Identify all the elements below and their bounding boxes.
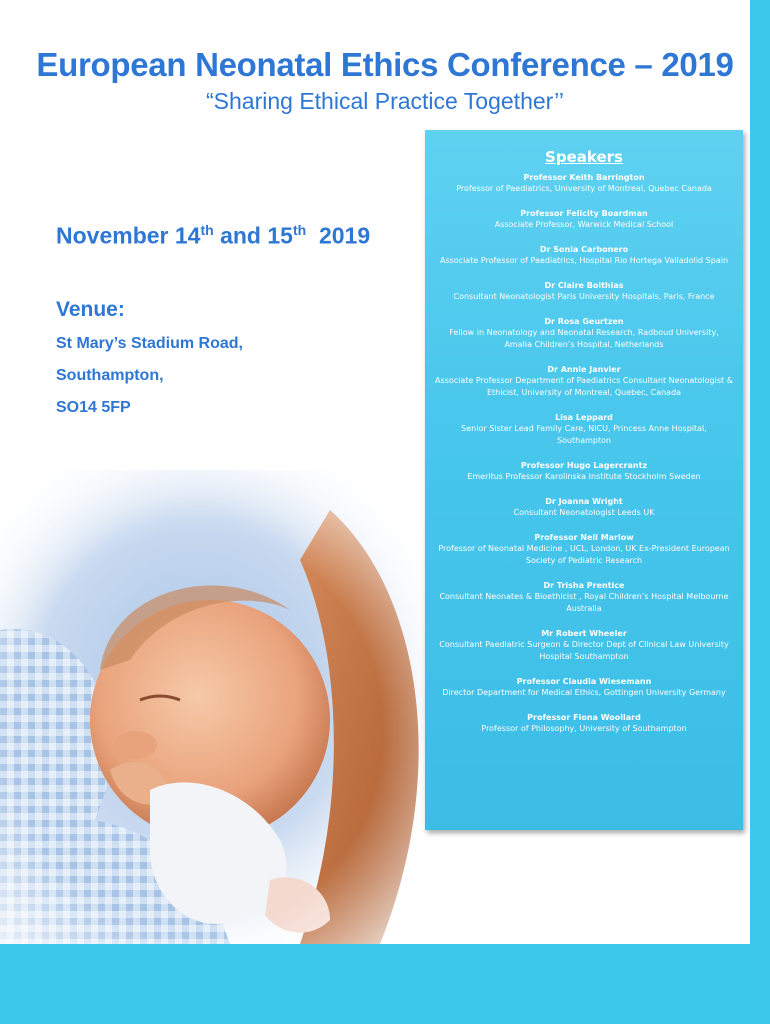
speaker-role: Consultant Neonates & Bioethicist , Royal Children’s Hospital Melbourne Australia <box>439 592 729 613</box>
speaker-role: Director Department for Medical Ethics, Gottingen University Germany <box>442 688 726 697</box>
speaker-role: Emeritus Professor Karolinska Institute Stockholm Sweden <box>467 472 701 481</box>
speaker-name: Professor Fiona Woollard <box>527 713 641 722</box>
speaker-entry <box>425 712 743 735</box>
conference-dates: November 14th and 15th 2019 <box>56 222 371 249</box>
venue-postcode: SO14 5FP <box>56 399 131 416</box>
speaker-list <box>425 172 743 735</box>
speaker-name: Dr Claire Boithias <box>544 281 624 290</box>
speaker-entry <box>425 532 743 567</box>
speaker-entry <box>425 316 743 351</box>
speaker-role: Consultant Paediatric Surgeon & Director Dept of Clinical Law University Hospital Southampton <box>439 640 729 661</box>
venue-address-line-2: Southampton, <box>56 367 164 384</box>
venue-address-line-1: St Mary’s Stadium Road, <box>56 335 243 352</box>
venue-heading: Venue: <box>56 298 125 321</box>
speaker-entry <box>425 412 743 447</box>
speaker-entry <box>425 280 743 303</box>
speakers-heading: Speakers <box>545 148 623 166</box>
speaker-entry <box>425 580 743 615</box>
speaker-name: Dr Rosa Geurtzen <box>544 317 624 326</box>
speaker-entry <box>425 364 743 399</box>
speaker-entry <box>425 460 743 483</box>
speaker-role: Professor of Philosophy, University of Southampton <box>481 724 687 733</box>
speaker-role: Fellow in Neonatology and Neonatal Research, Radboud University, Amalia Children’s Hospital, Netherlands <box>449 328 719 349</box>
speaker-name: Lisa Leppard <box>555 413 613 422</box>
bottom-accent-band <box>0 944 770 1024</box>
speakers-panel <box>425 130 743 830</box>
conference-tagline: “Sharing Ethical Practice Together’’ <box>206 88 564 114</box>
speaker-name: Dr Annie Janvier <box>547 365 621 374</box>
speaker-name: Dr Joanna Wright <box>545 497 623 506</box>
speaker-entry <box>425 244 743 267</box>
speaker-role: Associate Professor of Paediatrics, Hospital Rio Hortega Valladolid Spain <box>439 256 729 265</box>
speaker-role: Senior Sister Lead Family Care, NICU, Princess Anne Hospital, Southampton <box>461 424 707 445</box>
speaker-name: Professor Claudia Wiesemann <box>516 677 652 686</box>
speaker-name: Dr Sonia Carbonero <box>539 245 629 254</box>
newborn-baby-photo <box>0 470 440 944</box>
speaker-name: Dr Trisha Prentice <box>543 581 625 590</box>
speaker-name: Professor Hugo Lagercrantz <box>520 461 648 470</box>
speaker-name: Professor Felicity Boardman <box>520 209 648 218</box>
speaker-entry <box>425 172 743 195</box>
speaker-entry <box>425 628 743 663</box>
speaker-role: Consultant Neonatologist Leeds UK <box>513 508 655 517</box>
speaker-role: Associate Professor Department of Paediatrics Consultant Neonatologist & Ethicist, University of Montreal, Quebec, Canada <box>435 376 733 397</box>
speaker-entry <box>425 676 743 699</box>
speaker-role: Professor of Neonatal Medicine , UCL, London, UK Ex-President European Society of Pediatric Research <box>438 544 730 565</box>
speaker-role: Professor of Paediatrics, University of Montreal, Quebec Canada <box>456 184 712 193</box>
speaker-name: Professor Keith Barrington <box>523 173 645 182</box>
speaker-name: Professor Neil Marlow <box>534 533 634 542</box>
speaker-entry <box>425 208 743 231</box>
speaker-name: Mr Robert Wheeler <box>541 629 627 638</box>
speaker-role: Consultant Neonatologist Paris University Hospitals, Paris, France <box>453 292 715 301</box>
speaker-role: Associate Professor, Warwick Medical School <box>494 220 674 229</box>
conference-title: European Neonatal Ethics Conference – 2019 <box>36 46 734 83</box>
speaker-entry <box>425 496 743 519</box>
right-accent-strip <box>750 0 770 944</box>
